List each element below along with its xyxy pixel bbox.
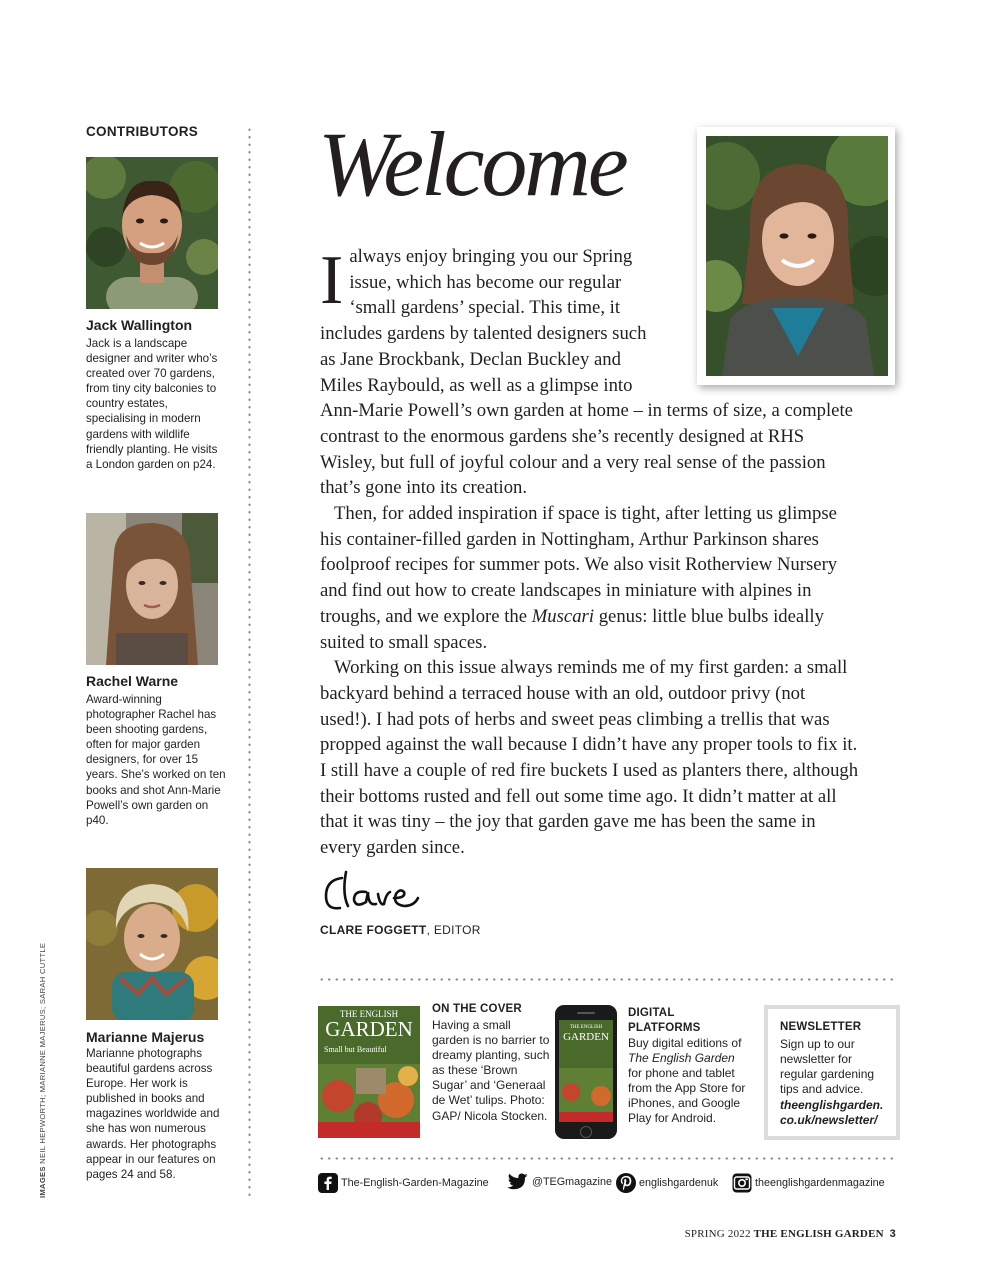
jack-wallington-photo (86, 157, 218, 309)
column-divider (248, 126, 251, 1196)
facebook-icon (318, 1173, 338, 1193)
svg-text:THE ENGLISH: THE ENGLISH (339, 1009, 399, 1019)
svg-text:GARDEN: GARDEN (325, 1017, 413, 1041)
contributor-bio: Marianne photographs beautiful gardens across Europe. Her work is published in books and magazines worldwide and she has won numerous awards. Her photographs appear in our features on pages 24 and 58. (86, 1047, 220, 1181)
paragraph: Then, for added inspiration if space is tight, after letting us glimpse his container-filled garden in Nottingham, Arthur Parkinson shares foolproof recipes for summer pots. We also visit Rotherview Nursery and find out how to create landscapes in miniature with alpines in troughs, and we explore the Muscari genus: little blue bulbs ideally suited to small spaces. (320, 503, 838, 653)
social-twitter[interactable]: @TEGmagazine (507, 1173, 612, 1191)
svg-text:GARDEN: GARDEN (563, 1031, 609, 1043)
image-credits: IMAGES NEIL HEPWORTH; MARIANNE MAJERUS; SARAH CUTTLE (38, 942, 47, 1198)
svg-text:THE ENGLISH: THE ENGLISH (569, 1025, 603, 1030)
editor-signature (320, 868, 424, 921)
newsletter-heading: NEWSLETTER (780, 1021, 862, 1033)
editorial-body (320, 244, 860, 861)
cover-text: Having a small garden is no barrier to dreamy planting, such as these ‘Brown Sugar’ and ‘Generaal de Wet’ tulips. Photo: GAP/ Nicola Stocken. (432, 1018, 550, 1123)
contributor-name: Rachel Warne (86, 673, 179, 689)
pinterest-icon (616, 1173, 636, 1193)
phone-home-button (580, 1126, 592, 1138)
social-pinterest[interactable]: englishgardenuk (616, 1173, 718, 1193)
social-facebook[interactable]: The-English-Garden-Magazine (318, 1173, 489, 1193)
cover-heading: ON THE COVER (432, 1003, 522, 1015)
page-number: 3 (889, 1228, 896, 1240)
contributor-name: Jack Wallington (86, 317, 193, 333)
phone-screen (559, 1020, 613, 1122)
marianne-majerus-photo (86, 868, 218, 1020)
section-divider (318, 978, 896, 981)
editor-credit: CLARE FOGGETT, EDITOR (320, 923, 481, 937)
svg-text:Small but Beautiful: Small but Beautiful (324, 1045, 387, 1054)
social-instagram[interactable]: theenglishgardenmagazine (732, 1173, 885, 1193)
float-spacer (660, 244, 860, 394)
phone-device (555, 1005, 617, 1139)
digital-text: Buy digital editions of The English Garden for phone and tablet from the App Store for iPhones, and Google Play for Android. (628, 1036, 746, 1126)
contributor-bio: Award-winning photographer Rachel has been shooting gardens, often for major garden designers, for over 15 years. She’s worked on ten books and shot Ann-Marie Powell’s own garden on p40. (86, 693, 226, 827)
twitter-icon (507, 1173, 529, 1191)
digital-heading: DIGITAL PLATFORMS (628, 1007, 701, 1034)
newsletter-box (764, 1005, 900, 1140)
phone-speaker (577, 1012, 595, 1014)
dropcap: I (320, 242, 344, 319)
contributor-bio: Jack is a landscape designer and writer who’s created over 70 gardens, from tiny city balconies to country estates, specialising in modern gardens with wildlife friendly planting. He visits a London garden on p24. (86, 337, 218, 471)
contributors-heading: CONTRIBUTORS (86, 124, 199, 139)
page-footer: SPRING 2022 THE ENGLISH GARDEN 3 (684, 1228, 896, 1240)
cover-thumbnail (318, 1006, 420, 1138)
section-divider (318, 1157, 896, 1160)
paragraph: Ialways enjoy bringing you our Spring issue, which has become our regular ‘small gardens’ special. This time, it includes gardens by talented designers such as Jane Brockbank, Declan Buckley and Miles Raybould, as well as a glimpse into Ann-Marie Powell’s own garden at home – in terms of size, a complete contrast to the enormous gardens she’s recently designed at RHS Wisley, but full of joyful colour and a very real sense of the passion that’s gone into its creation. (320, 242, 853, 499)
newsletter-link[interactable]: theenglishgarden. co.uk/newsletter/ (780, 1098, 884, 1128)
page-title: Welcome (318, 113, 626, 215)
newsletter-text: Sign up to our newsletter for regular gardening tips and advice. (780, 1037, 875, 1097)
rachel-warne-photo (86, 513, 218, 665)
instagram-icon (732, 1173, 752, 1193)
paragraph: Working on this issue always reminds me of my first garden: a small backyard behind a terraced house with an old, outdoor privy (not used!). I had pots of herbs and sweet peas climbing a trellis that was propped against the wall because I didn’t have any proper tools to fix it. I still have a couple of red fire buckets I used as planters there, although their bottoms rusted and fell out some time ago. It didn’t matter at all that it was tiny – the joy that garden gave me has been the same in every garden since. (320, 657, 859, 859)
contributor-name: Marianne Majerus (86, 1029, 205, 1045)
